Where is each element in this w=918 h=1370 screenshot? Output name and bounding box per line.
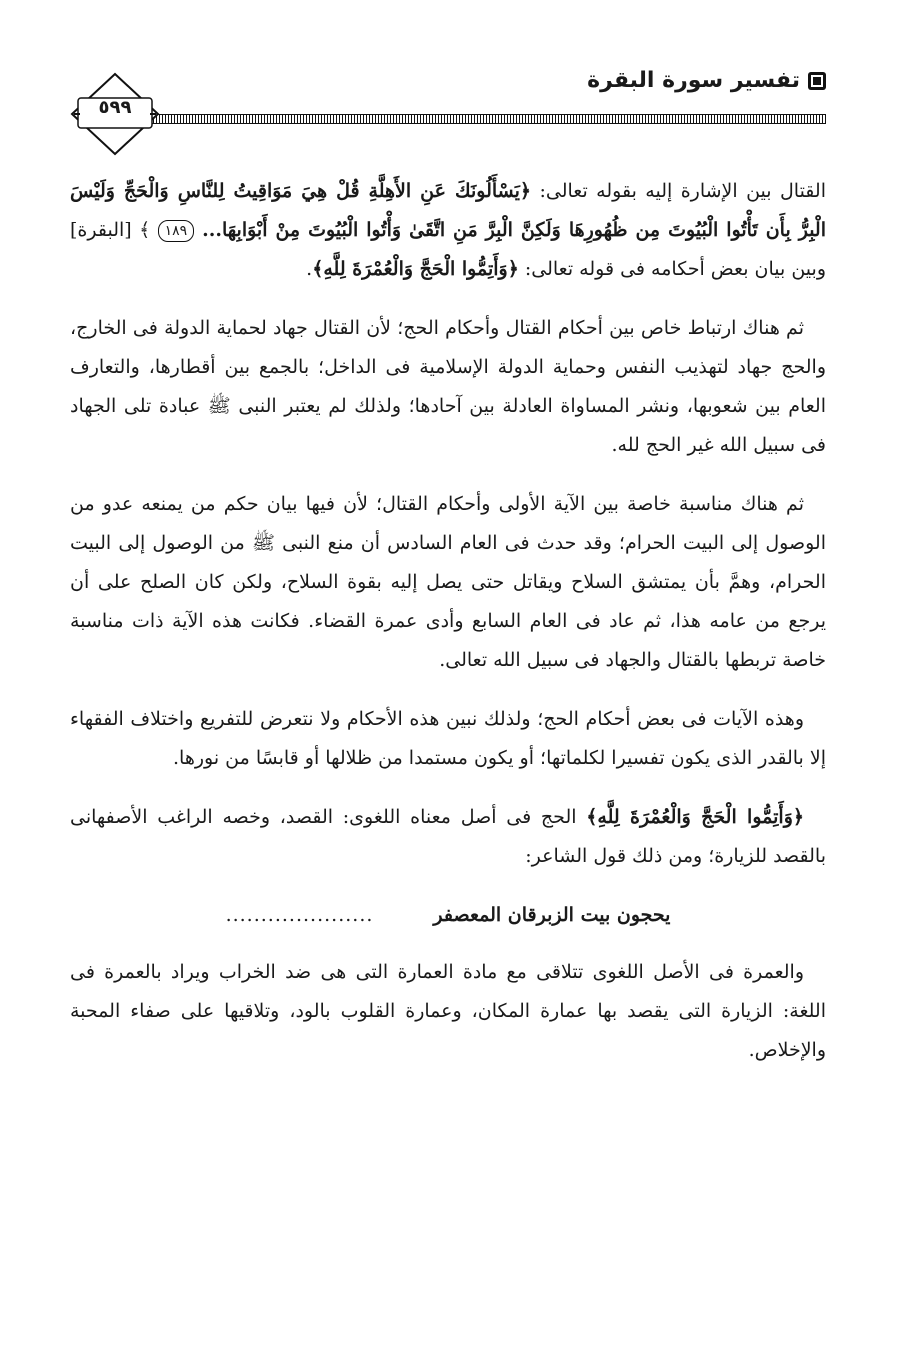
- quran-quote: ﴿وَأَتِمُّوا الْحَجَّ وَالْعُمْرَةَ لِلَّهِ﴾: [312, 258, 519, 280]
- page-number: ٥٩٩: [98, 97, 132, 118]
- paragraph-p3: [70, 485, 826, 680]
- verse-text: يحجون بيت الزبرقان المعصفر: [433, 904, 671, 926]
- paragraph-text: والعمرة فى الأصل اللغوى تتلاقى مع مادة العمارة التى هى ضد الخراب ويراد بالعمرة فى اللغة: الزيارة التى يقصد بها عمارة المكان، وعمارة القلوب بالود، وتلاقيها على صفاء المحبة والإخلاص.: [70, 961, 826, 1061]
- paragraph-text: ﴾ [البقرة] وبين بيان بعض أحكامه فى قوله تعالى:: [70, 219, 826, 280]
- paragraph-text: وهذه الآيات فى بعض أحكام الحج؛ ولذلك نبين هذه الأحكام ولا نتعرض للتفريع واختلاف الفقهاء إلا بالقدر الذى يكون تفسيرا لكلماتها؛ أو يكون مستمدا من ظلالها أو قابسًا من نورها.: [70, 708, 826, 769]
- paragraph-text: القتال بين الإشارة إليه بقوله تعالى:: [531, 180, 826, 202]
- paragraph-p1: [70, 172, 826, 289]
- paragraphs-after: [70, 953, 826, 1070]
- ayah-number: ١٨٩: [158, 220, 195, 242]
- paragraph-text: .: [306, 258, 313, 280]
- quran-quote: ﴿يَسْأَلُونَكَ عَنِ الأَهِلَّةِ قُلْ هِيَ مَوَاقِيتُ لِلنَّاسِ وَالْحَجِّ وَلَيْسَ الْبِرُّ بِأَن تَأْتُوا الْبُيُوتَ مِن ظُهُورِهَا وَلَكِنَّ الْبِرَّ مَنِ اتَّقَىٰ وَأْتُوا الْبُيُوتَ مِنْ أَبْوَابِهَا...: [70, 180, 827, 241]
- verse-dots: .....................: [225, 904, 374, 926]
- body-text: [70, 172, 826, 1090]
- paragraph-p6: [70, 953, 826, 1070]
- paragraph-p2: [70, 309, 826, 465]
- paragraph-p4: [70, 700, 826, 778]
- paragraph-text: ثم هناك مناسبة خاصة بين الآية الأولى وأحكام القتال؛ لأن فيها بيان حكم من يمنعه عدو من الوصول إلى البيت الحرام؛ وقد حدث فى العام السادس أن منع النبى ﷺ من الوصول إلى البيت الحرام، وهمَّ بأن يمتشق السلاح ويقاتل حتى يصل إليه بقوة السلاح، ولكن كان الصلح على أن يرجع من عامه هذا، ثم عاد فى العام السابع وأدى عمرة القضاء. فكانت هذه الآية ذات مناسبة خاصة تربطها بالقتال والجهاد فى سبيل الله تعالى.: [70, 493, 826, 671]
- running-title: [587, 68, 826, 93]
- page-header: [70, 68, 826, 158]
- poetry-verse: [70, 896, 826, 935]
- paragraph-text: ثم هناك ارتباط خاص بين أحكام القتال وأحكام الحج؛ لأن القتال جهاد لحماية الدولة فى الخارج، والحج جهاد لتهذيب النفس وحماية الدولة الإسلامية فى الداخل؛ بالجمع بين أقطارها، والتعارف العام بين شعوبها، ونشر المساواة العادلة بين آحادها؛ ولذلك لم يعتبر النبى ﷺ عبادة تلى الجهاد فى سبيل الله غير الحج لله.: [70, 317, 826, 456]
- running-title-text: تفسير سورة البقرة: [587, 68, 800, 93]
- page-number-badge: [70, 72, 160, 156]
- quran-quote: ﴿وَأَتِمُّوا الْحَجَّ وَالْعُمْرَةَ لِلَّهِ﴾: [586, 806, 805, 828]
- paragraphs-before: [70, 172, 826, 876]
- paragraph-text: الحج فى أصل معناه اللغوى: القصد، وخصه الراغب الأصفهانى بالقصد للزيارة؛ ومن ذلك قول الشاعر:: [70, 806, 826, 867]
- paragraph-p5: [70, 798, 826, 876]
- header-rule: [150, 114, 826, 124]
- ornament-icon: [808, 72, 826, 90]
